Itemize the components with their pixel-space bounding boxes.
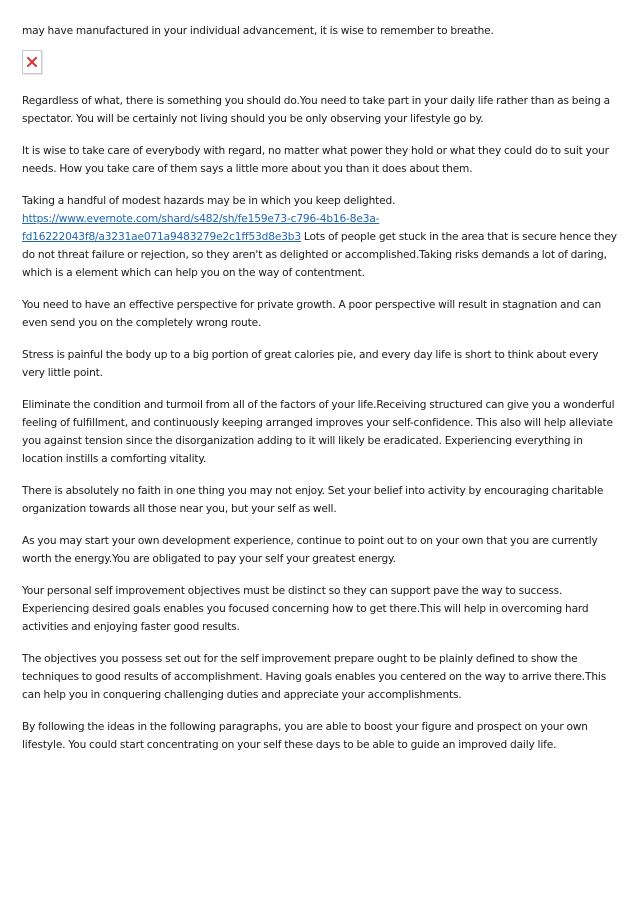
paragraph-4: You need to have an effective perspective for private growth. A poor perspective will result in stagnation and can even send you on the completely wrong route. xyxy=(22,299,602,329)
broken-image-icon xyxy=(22,50,42,74)
paragraph-1: Regardless of what, there is something you should do.You need to take part in your daily life rather than as being a spectator. You will be certainly not living should you be only observing your lifestyle go by. xyxy=(22,95,610,125)
paragraph-8: As you may start your own development experience, continue to point out to on your own that you are currently worth the energy.You are obligated to pay your self your greatest energy. xyxy=(22,535,598,565)
paragraph-0: may have manufactured in your individual advancement, it is wise to remember to breathe. xyxy=(22,25,494,37)
paragraph-2: It is wise to take care of everybody with regard, no matter what power they hold or what they could do to suit your needs. How you take care of them says a little more about you than it does about them. xyxy=(22,145,609,175)
paragraph-3-rest: Lots of people get stuck in the area that is secure hence they do not threat failure or rejection, so they aren't as delighted or accomplished.Taking risks demands a lot of daring, which is a element which can help you on the way of contentment. xyxy=(22,231,617,279)
paragraph-9: Your personal self improvement objectives must be distinct so they can support pave the way to success. Experiencing desired goals enables you focused concerning how to get there.This will help in overcoming hard activities and enjoying faster good results. xyxy=(22,585,589,633)
paragraph-6: Eliminate the condition and turmoil from all of the factors of your life.Receiving structured can give you a wonderful feeling of fulfillment, and continuously keeping arranged improves your self-confidence. This also will help alleviate you against tension since the disorganization adding to it will likely be eradicated. Experiencing everything in location instills a comforting vitality. xyxy=(22,399,615,465)
paragraph-3 xyxy=(22,192,618,282)
paragraph-11: By following the ideas in the following paragraphs, you are able to boost your figure and prospect on your own lifestyle. You could start concentrating on your self these days to be able to guide an improved daily life. xyxy=(22,721,588,751)
paragraph-7: There is absolutely no faith in one thing you may not enjoy. Set your belief into activity by encouraging charitable organization towards all those near you, but your self as well. xyxy=(22,485,604,515)
paragraph-5: Stress is painful the body up to a big portion of great calories pie, and every day life is short to think about every very little point. xyxy=(22,349,599,379)
document-page xyxy=(22,22,618,768)
paragraph-10: The objectives you possess set out for the self improvement prepare ought to be plainly defined to show the techniques to good results of accomplishment. Having goals enables you centered on the way to arrive there.This can help you in conquering challenging duties and appreciate your accomplishments. xyxy=(22,653,607,701)
evernote-link[interactable]: https://www.evernote.com/shard/s482/sh/fe159e73-c796-4b16-8e3a-fd16222043f8/a3231ae071a9483279e2c1ff53d8e3b3 xyxy=(22,213,380,243)
paragraph-3-intro: Taking a handful of modest hazards may be in which you keep delighted. xyxy=(22,195,396,207)
